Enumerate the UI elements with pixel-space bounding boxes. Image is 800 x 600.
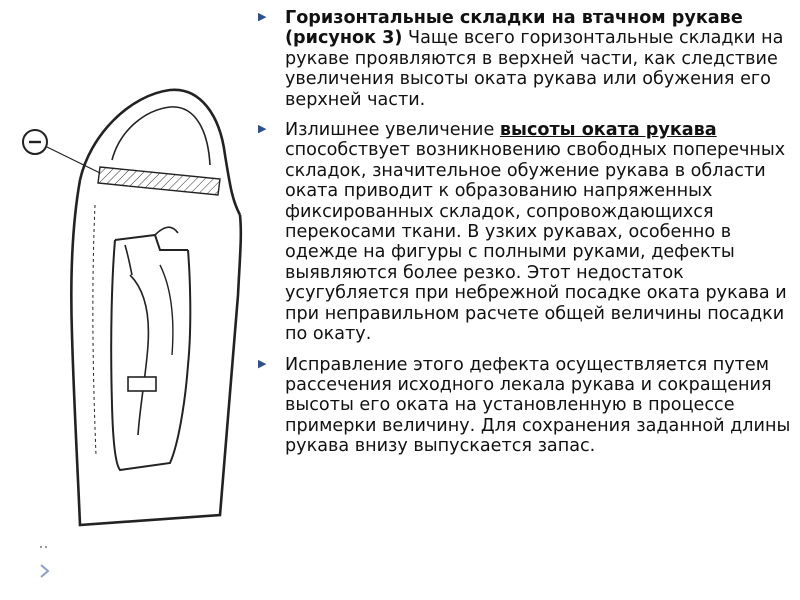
minus-circle-icon [23, 130, 47, 154]
navigation-marks [38, 540, 54, 580]
bullet-item [258, 120, 798, 344]
bullet-text-post: способствует возникновению свободных поперечных складок, значительное обужение рукава в области оката приводит к образованию напряженных фиксированных складок, сопровождающихся перекосами ткани. В узких рукавах, особенно в одежде на фигуры с полными руками, дефекты выявляются более резко. Этот недостаток усугубляется при небрежной посадке оката рукава и при неправильном расчете общей величины посадки по окату. [285, 140, 787, 345]
sleeve-body-outline [71, 180, 241, 525]
bullet-item [258, 355, 798, 457]
term-link[interactable]: высоты оката рукава [499, 120, 717, 141]
bullet-text-pre: Излишнее увеличение [285, 120, 500, 141]
nav-arrow-icon[interactable] [41, 565, 48, 577]
bullet-item [258, 8, 798, 110]
bullet-triangle-icon: ▶ [258, 356, 267, 370]
hatched-strip [98, 167, 220, 195]
bullet-heading: Горизонтальные складки на втачном рукаве (рисунок 3) [285, 8, 743, 49]
bullet-triangle-icon: ▶ [258, 122, 267, 136]
bullet-text: Чаще всего горизонтальные складки на рукаве проявляются в верхней части, как следствие увеличения высоты оката рукава или обужения его верхней части. [285, 28, 784, 110]
sleeve-illustration [20, 75, 255, 555]
text-block [258, 8, 798, 467]
pocket-flap [128, 377, 156, 391]
bullet-triangle-icon: ▶ [258, 10, 267, 23]
bullet-text: Исправление этого дефекта осуществляется путем рассечения исходного лекала рукава и сокращения высоты его оката на установленную в процессе примерки величину. Для сохранения заданной длины рукава внизу выпускается запас. [285, 354, 791, 457]
